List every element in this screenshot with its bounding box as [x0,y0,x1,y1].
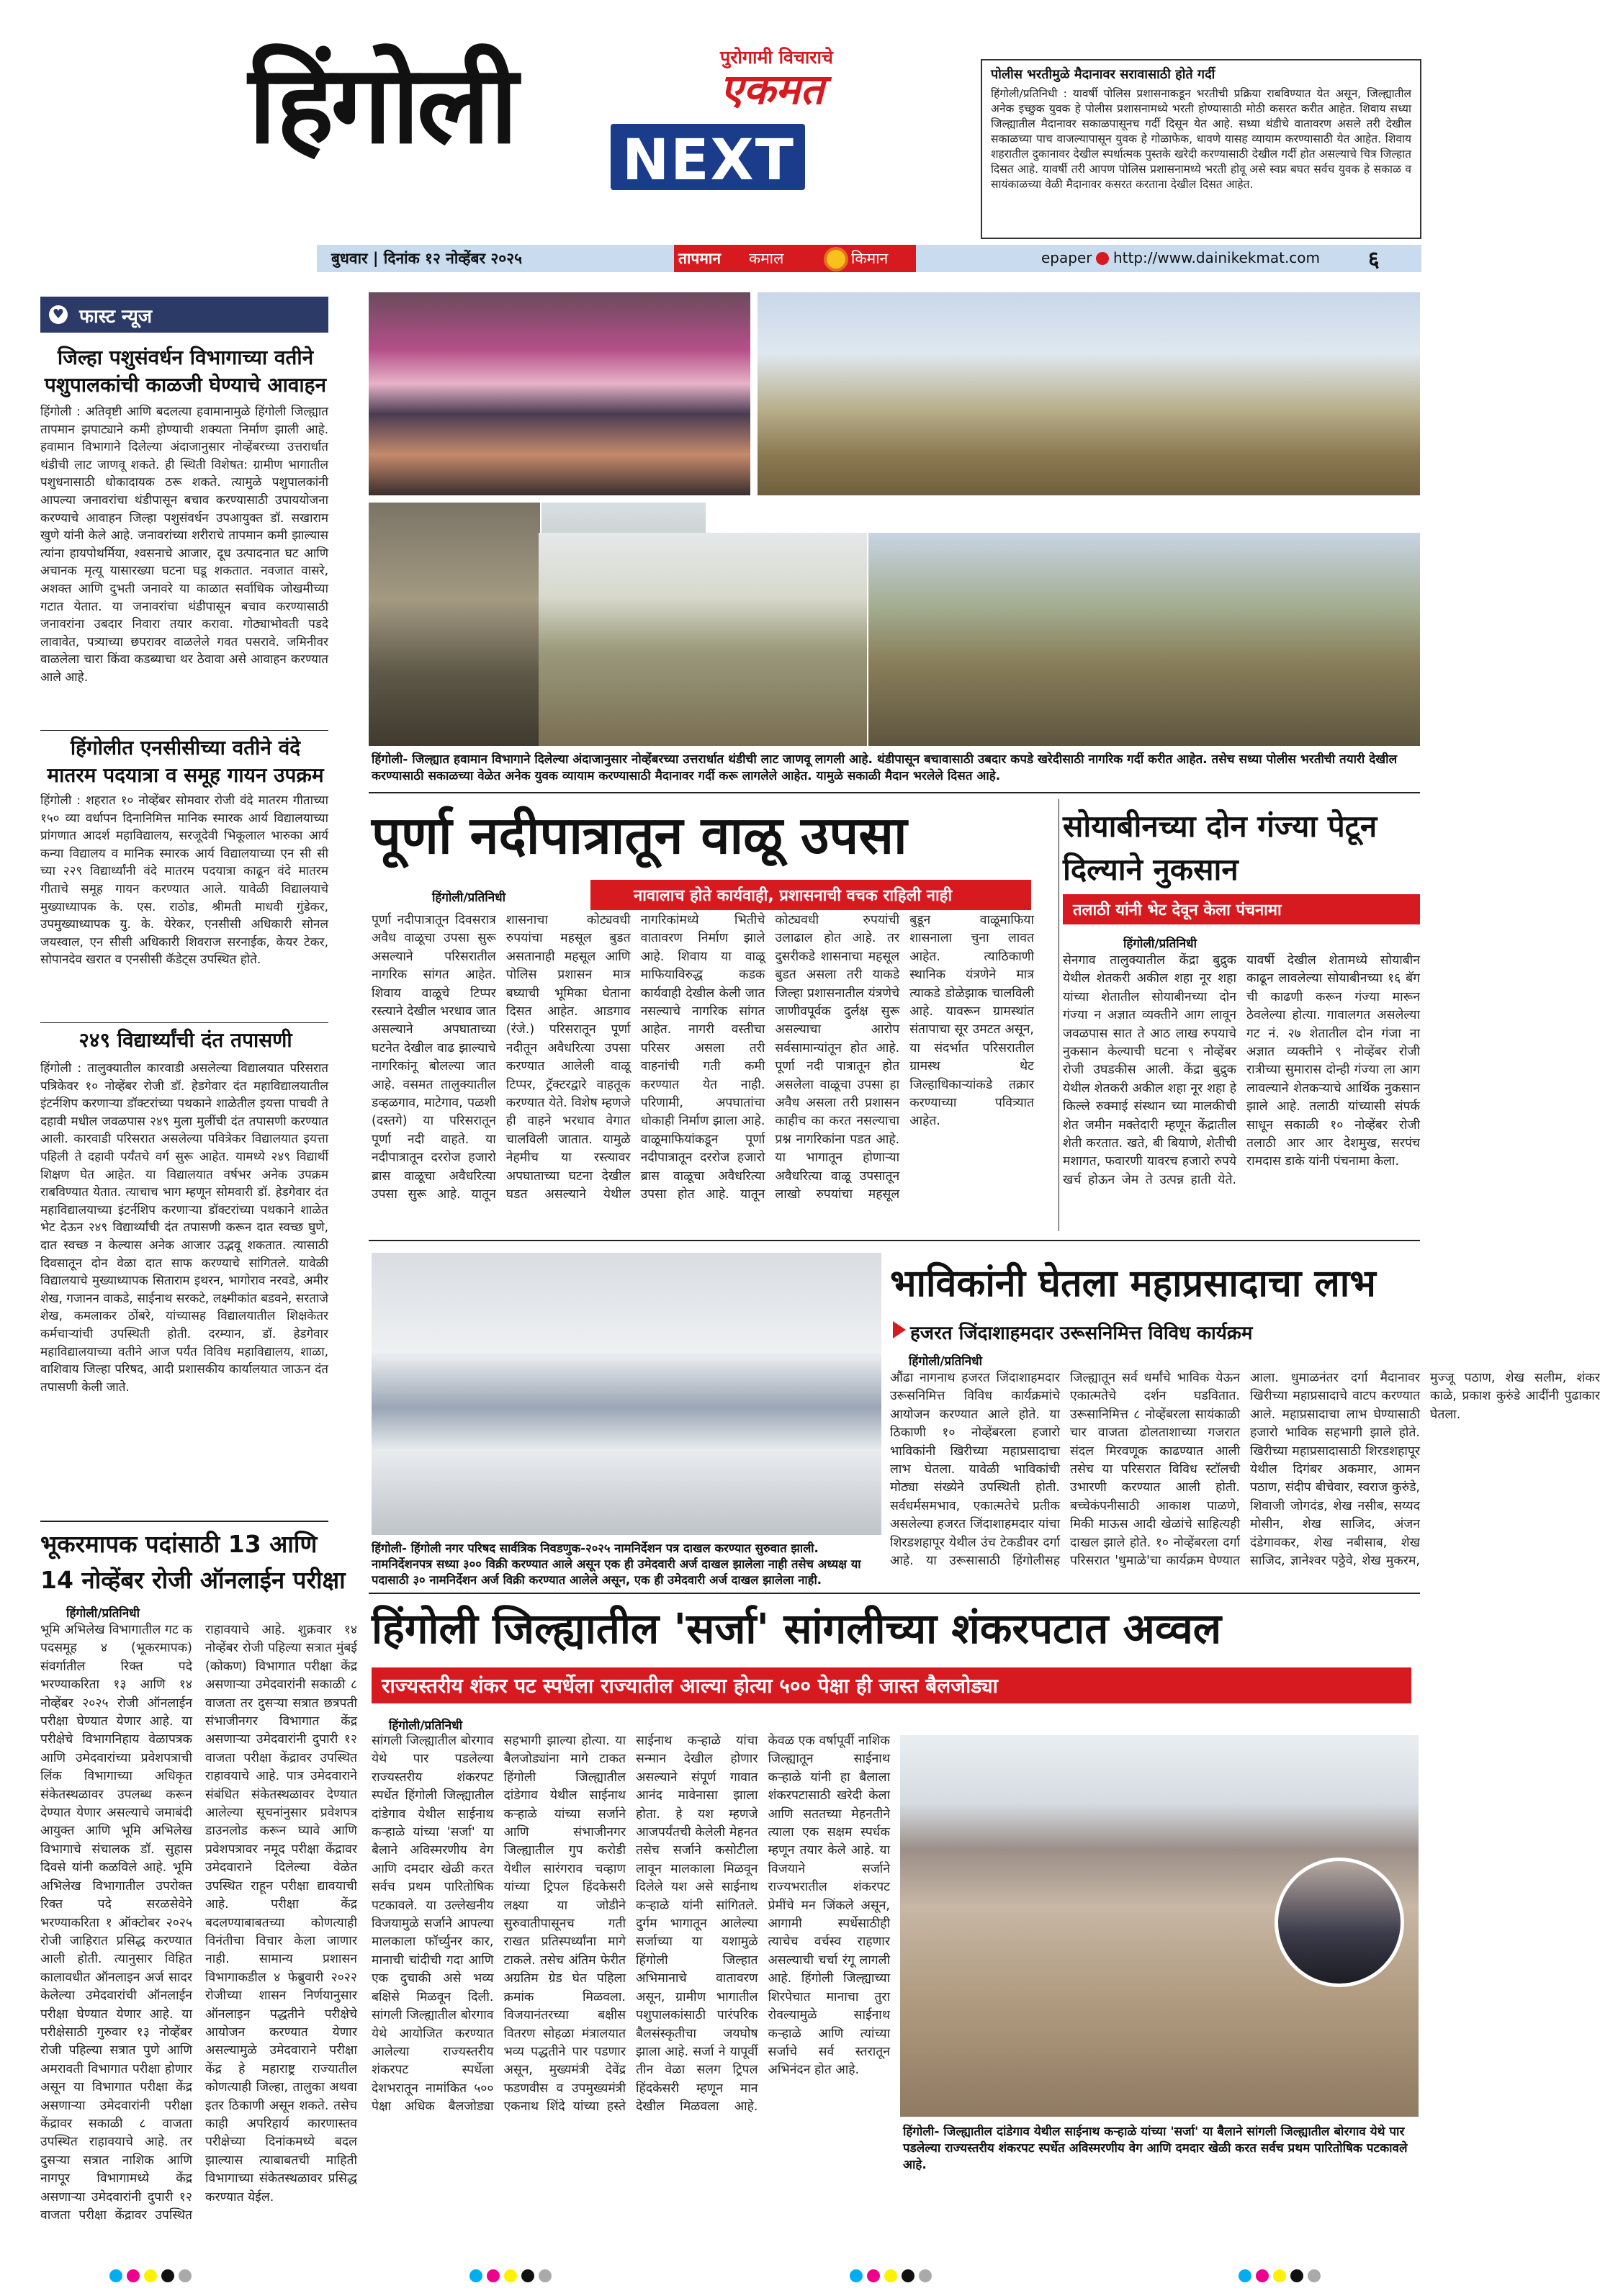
soybean-sub: तलाठी यांनी भेट देवून केला पंचनामा [1073,901,1282,919]
fast-news-1-body: हिंगोली : अतिवृष्टी आणि बदलत्या हवामानामुळे हिंगोली जिल्ह्यात तापमान झपाट्याने कमी होण्याची शक्यता निर्माण झाली आहे. हवामान विभागाने दिलेल्या अंदाजानुसार नोव्हेंबरच्या उत्तरार्धात थंडीची लाट जाणवू शकते. ही स्थिती विशेषत: ग्रामीण भागातील पशुधनासाठी धोकादायक ठरू शकते. त्यामुळे पशुपालकांनी आपल्या जनावरांचा थंडीपासून बचाव करण्यासाठी उपाययोजना करण्याचे आवाहन जिल्हा पशुसंवर्धन उपआयुक्त डॉ. सखाराम खुणे यांनी केले आहे. जनावरांच्या शरीराचे तापमान कमी झाल्यास त्यांना हायपोथर्मिया, श्वसनाचे आजार, दूध उत्पादनात घट आणि अचानक मृत्यू यासारख्या घटना घडू शकतात. नवजात वासरे, अशक्त आणि दुभती जनावरे या काळात सर्वाधिक जोखमीच्या गटात येतात. या जनावरांचा थंडीपासून बचाव करण्यासाठी जनावरांना उबदार निवारा तयार करावा. गोठ्याभोवती पडदे लावावेत, पत्र्याच्या छपरावर वाळलेले गवत पसरावे. जमिनीवर वाळलेला चारा किंवा कडब्याचा थर ठेवावा असे आवाहन करण्यात आले आहे. [40,405,328,685]
masthead-title: हिंगोली [248,41,516,168]
fast-news-2-headline: हिंगोलीत एनसीसीच्या वतीने वंदे मातरम पदयात्रा व समूह गायन उपक्रम [47,736,324,787]
photo-owner-portrait [1275,1858,1404,1987]
divider [40,1521,328,1522]
top-photo-caption: हिंगोली- जिल्ह्यात हवामान विभागाने दिलेल्या अंदाजानुसार नोव्हेंबरच्या उत्तरार्धात थंडीची लाट जाणवू लागली आहे. थंडीपासून बचावासाठी उबदार कपडे खरेदीसाठी नागरिक गर्दी करीत आहेत. तसेच सध्या पोलीस भरतीची तयारी देखील करण्यासाठी सकाळच्या वेळेत अनेक युवक व्यायाम करण्यासाठी मैदानावर गर्दी करू लागलेले आहेत. यामुळे सकाळी मैदान भरलेले दिसत आहे. [372,752,1398,783]
photo-ground-crowd [539,533,867,746]
soybean-headline: सोयाबीनच्या दोन गंज्या पेटून दिल्याने नुकसान [1063,809,1377,887]
sarja-body: सांगली जिल्ह्यातील बोरगाव येथे पार पडलेल्या राज्यस्तरीय शंकरपट स्पर्धेत हिंगोली जिल्ह्यातील दांडेगाव येथील साईनाथ कऱ्हाळे यांच्या 'सर्जा' या बैलाने अविस्मरणीय वेग आणि दमदार खेळी करत सर्वच प्रथम पारितोषिक पटकावले. या उल्लेखनीय विजयामुळे सर्जाने आपल्या मालकाला फॉर्च्युनर कार, मानाची चांदीची गदा आणि एक दुचाकी असे भव्य बक्षिसे मिळवून दिली. सांगली जिल्ह्यातील बोरगाव येथे आयोजित करण्यात आलेल्या राज्यस्तरीय शंकरपट स्पर्धेला देशभरातून नामांकित ५०० पेक्षा अधिक बैलजोड्या सहभागी झाल्या होत्या. या बैलजोड्यांना मागे टाकत हिंगोली जिल्ह्यातील दांडेगाव येथील साईनाथ कऱ्हाळे यांच्या सर्जाने आणि संभाजीनगर जिल्ह्यातील गुप करोडी येथील सारंगराव चव्हाण यांच्या ट्रिपल हिंदकेसरी लक्ष्या या जोडीने सुरुवातीपासूनच गती राखत प्रतिस्पर्ध्यांना मागे टाकले. तसेच अंतिम फेरीत अग्रतिम ग्रेड घेत पहिला क्रमांक मिळवला. विजयानंतरच्या बक्षीस वितरण सोहळा मंत्रालयात भव्य पद्धतीने पार पडणार असून, मुख्यमंत्री देवेंद्र फडणवीस व उपमुख्यमंत्री एकनाथ शिंदे यांच्या हस्ते साईनाथ कऱ्हाळे यांचा सन्मान देखील होणार असल्याने संपूर्ण गावात आनंद मावेनासा झाला होता. हे यश म्हणजे आजपर्यंतची केलेली मेहनत तसेच सर्जाने कसोटीला लावून मालकाला मिळवून दिलेले यश असे साईनाथ कऱ्हाळे यांनी सांगितले. दुर्गम भागातून आलेल्या सर्जाच्या या यशामुळे हिंगोली जिल्हात अभिमानाचे वातावरण असून, ग्रामीण भागातील पशुपालकांसाठी पारंपरिक बैलसंस्कृतीचा जयघोष झाला आहे. सर्जा ने यापूर्वी तीन वेळा सलग ट्रिपल हिंदकेसरी म्हणून मान देखील मिळवला आहे. केवळ एक वर्षापूर्वी नाशिक जिल्ह्यातून साईनाथ कऱ्हाळे यांनी हा बैलाला शंकरपटासाठी खरेदी केला आणि सततच्या मेहनतीने त्याला एक सक्षम स्पर्धक म्हणून तयार केले आहे. या विजयाने सर्जाने राज्यभरातील शंकरपट प्रेमींचे मन जिंकले असून, आगामी स्पर्धेसाठीही त्याचेच वर्चस्व राहणार असल्याची चर्चा रंगू लागली आहे. हिंगोली जिल्ह्याच्या शिरपेचात मानाचा तुरा रोवल्यामुळे साईनाथ कऱ्हाळे आणि त्यांच्या सर्जाचे सर्व स्तरातून अभिनंदन होत आहे. [372,1734,890,2115]
divider [369,792,1420,793]
divider [369,1593,1420,1594]
sun-icon [827,250,845,269]
top-right-headline: पोलीस भरतीमुळे मैदानावर सरावासाठी होते गर्दी [991,67,1215,82]
purna-headline: पूर्णा नदीपात्रातून वाळू उपसा [372,805,907,865]
color-strip-left [109,2269,192,2282]
page-number: ६ [1368,247,1380,272]
nagar-caption: हिंगोली- हिंगोली नगर परिषद सार्वत्रिक निवडणुक-२०२५ नामनिर्देशन पत्र दाखल करण्यात सुरुवात झाली. नामनिर्देशनपत्र सध्या ३०० विक्री करण्यात आले असून एक ही उमेदवारी अर्ज दाखल झालेला नाही तसेच अध्यक्ष या पदासाठी ३० नामनिर्देशन अर्ज विक्री करण्यात आलेले असून, एक ही उमेदवारी अर्ज दाखल झालेला नाही. [372,1541,861,1587]
photo-running-group [868,533,1420,746]
photo-clothes-shop [369,292,750,495]
weather-max: कमाल [749,250,784,267]
top-right-body: हिंगोली/प्रतिनिधी : यावर्षी पोलिस प्रशासनाकडून भरतीची प्रक्रिया राबविण्यात येत असून, जिल्ह्यातील अनेक इच्छुक युवक हे पोलीस प्रशासनामध्ये भरती होण्यासाठी मोठी कसरत करीत आहेत. शिवाय सध्या जिल्ह्यातील मैदानावर सकाळपासूनच गर्दी दिसून येत आहे. सध्या थंडीचे वातावरण असले तरी देखील सकाळच्या पाच वाजल्यापासून युवक हे गोळाफेक, धावणे यासह व्यायाम करण्यासाठी येत आहेत. शिवाय शहरातील दुकानावर देखील स्पर्धात्मक पुस्तके खरेदी करण्यासाठी देखील गर्दी होत असल्याचे चित्र जिल्हात दिसत आहे. यावर्षी तरी आपण पोलिस प्रशासनामध्ये भरती होवू असे स्वप्न बघत सर्वच युवक हे सकाळ व सायंकाळच्या वेळी मैदानावर कसरत करताना देखील दिसत आहेत. [991,87,1411,191]
heart-icon: ♥ [49,305,68,324]
photo-nagar-parishad [372,1253,881,1535]
website-link[interactable]: http://www.dainikekmat.com [1113,249,1321,266]
color-strip-right [1239,2269,1321,2282]
purna-sub: नावालाच होते कार्यवाही, प्रशासनाची वचक राहिली नाही [634,887,953,905]
masthead-next-badge [611,124,805,193]
bhumi-headline: भूकरमापक पदांसाठी 13 आणि 14 नोव्हेंबर रोजी ऑनलाईन परीक्षा [40,1530,346,1594]
soybean-body: सेनगाव तालुक्यातील केंद्रा बुद्रुक येथील शेतकरी अकील शहा नूर शहा यांच्या शेतातील सोयाबीनच्या दोन गंज्या न अज्ञात व्यक्तीने आग लावून जवळपास सात ते आठ लाख रुपयाचे नुकसान केल्याची घटना ९ नोव्हेंबर रोजी उघडकीस आली. केंद्रा बुद्रुक येथील शेतकरी अकील शहा नूर शहा हे किल्ले रुक्माई संस्थान च्या मालकीची शेत जमीन मक्तेदारी म्हणून केंद्रातील शेती करतात. खते, बी बियाणे, शेतीची मशागत, फवारणी यावरच हजारो रुपये खर्च होऊन जेम ते उत्पन्न हाती येते. यावर्षी देखील शेतामध्ये सोयाबीन काढून लावलेल्या सोयाबीनच्या १६ बॅग ची काढणी करून गंज्या मारून ठेवलेल्या होत्या. गावालगत असलेल्या गट नं. २७ शेतातील दोन गंजा ना अज्ञात व्यक्तीने ९ नोव्हेंबर रोजी रात्रीच्या सुमारास दोन्ही गंज्या ला आग लावल्याने शेतकऱ्याचे आर्थिक नुकसान झाले आहे. तलाठी यांच्यासी संपर्क साधून सकाळी १० नोव्हेंबर रोजी तलाठी आर आर देशमुख, सरपंच रामदास डाके यांनी पंचनामा केला. [1063,953,1420,1187]
weather-label: तापमान [678,250,721,267]
sarja-sub: राज्यस्तरीय शंकर पट स्पर्धेला राज्यातील आल्या होत्या ५०० पेक्षा ही जास्त बैलजोड्या [382,1674,998,1698]
top-right-box [981,59,1421,239]
globe-icon [1096,252,1109,265]
mahaprasad-headline: भाविकांनी घेतला महाप्रसादाचा लाभ [890,1262,1376,1305]
masthead-next: NEXT [622,128,795,193]
color-strip-mid-right [850,2269,932,2282]
photo-field-exercise-1 [758,292,1420,495]
fast-news-label: फास्ट न्यूज [79,306,153,328]
purna-byline: हिंगोली/प्रतिनिधी [432,891,506,905]
bhumi-body: भूमि अभिलेख विभागातील गट क पदसमूह ४ (भूकरमापक) संवर्गातील रिक्त पदे भरण्याकरिता १३ आणि १४ नोव्हेंबर २०२५ रोजी ऑनलाईन परीक्षा घेण्यात येणार आहे. या परीक्षेचे विभागनिहाय वेळापत्रक आणि उमेदवारांच्या प्रवेशपत्राची लिंक विभागाच्या अधिकृत संकेतस्थळावर उपलब्ध करून देण्यात येणार असल्याचे जमाबंदी आयुक्त आणि भूमि अभिलेख विभागाचे संचालक डॉ. सुहास दिवसे यांनी कळविले आहे. भूमि अभिलेख विभागातील उपरोक्त रिक्त पदे सरळसेवेने भरण्याकरिता १ ऑक्टोबर २०२५ रोजी जाहिरात प्रसिद्ध करण्यात आली होती. त्यानुसार विहित कालावधीत ऑनलाइन अर्ज सादर केलेल्या उमेदवारांची ऑनलाईन परीक्षा घेण्यात येणार आहे. या परीक्षेसाठी गुरुवार १३ नोव्हेंबर रोजी पहिल्या सत्रात पुणे आणि अमरावती विभागात परीक्षा होणार असून या विभागात परीक्षा केंद्र असणाऱ्या उमेदवारांनी परीक्षा केंद्रावर सकाळी ८ वाजता उपस्थित राहावयाचे आहे. तर दुसऱ्या सत्रात नाशिक आणि नागपूर विभागामध्ये केंद्र असणाऱ्या उमेदवारांनी दुपारी १२ वाजता परीक्षा केंद्रावर उपस्थित राहावयाचे आहे. शुक्रवार १४ नोव्हेंबर रोजी पहिल्या सत्रात मुंबई (कोकण) विभागात परीक्षा केंद्र असणाऱ्या उमेदवारांनी सकाळी ८ वाजता तर दुसऱ्या सत्रात छत्रपती संभाजीनगर विभागात केंद्र असणाऱ्या उमेदवारांनी दुपारी १२ वाजता परीक्षा केंद्रावर उपस्थित राहावयाचे आहे. पात्र उमेदवाराने संबंधित संकेतस्थळावर देण्यात आलेल्या सूचनांनुसार प्रवेशपत्र डाउनलोड करून घ्यावे आणि प्रवेशपत्रावर नमूद परीक्षा केंद्रावर उमेदवाराने दिलेल्या वेळेत उपस्थित राहून परीक्षा द्यावयाची आहे. परीक्षा केंद्र बदलण्याबाबतच्या कोणत्याही विनंतीचा विचार केला जाणार नाही. सामान्य प्रशासन विभागाकडील ४ फेब्रुवारी २०२२ रोजीच्या शासन निर्णयानुसार ऑनलाइन पद्धतीने परीक्षेचे आयोजन करण्यात येणार असल्यामुळे उमेदवाराने परीक्षा केंद्र हे महाराष्ट्र राज्यातील कोणत्याही जिल्हा, तालुका अथवा इतर ठिकाणी असून शकते. तसेच काही अपरिहार्य कारणास्तव परीक्षेच्या दिनांकमध्ये बदल झाल्यास त्याबाबतची माहिती विभागाच्या संकेतस्थळावर प्रसिद्ध करण्यात येईल. [40,1623,357,2223]
purna-body: पूर्णा नदीपात्रातून दिवसरात्र अवैध वाळूचा उपसा सुरू असल्याने परिसरातील नागरिक सांगत आहेत. शिवाय वाळूचे टिप्पर रस्त्याने देखील भरधाव जात असल्याने अपघाताच्या घटनेत देखील वाढ झाल्याचे नागरिकांनू बोलल्या जात आहे. वसमत तालुक्यातील डव्हळगाव, माटेगाव, पळशी (दस्तगे) या परिसरातून पूर्णा नदी वाहते. या नदीपात्रातून दररोज हजारो ब्रास वाळूचा अवैधरित्या उपसा सुरू आहे. यातून शासनाचा कोट्यवधी रुपयांचा महसूल बुडत असतानाही महसूल आणि पोलिस प्रशासन मात्र बघ्याची भूमिका घेताना दिसत आहेत. आडगाव (रंजे.) परिसरातून पूर्णा नदीतून अवैधरित्या उपसा करण्यात आलेली वाळू टिप्पर, ट्रॅक्टरद्वारे वाहतूक करण्यात येते. विशेष म्हणजे ही वाहने भरधाव वेगात चालविली जातात. यामुळे नेहमीच या रस्त्यावर अपघाताच्या घटना देखील घडत असल्याने येथील नागरिकांमध्ये भितीचे वातावरण निर्माण झाले आहे. शिवाय या वाळू माफियाविरुद्ध कडक कार्यवाही देखील केली जात नसल्याचे नागरिक सांगत आहेत. नागरी वस्तीचा परिसर असला तरी वाहनांची गती कमी करण्यात येत नाही. परिणामी, अपघातांचा धोकाही निर्माण झाला आहे. वाळूमाफियांकडून पूर्णा नदीपात्रातून दररोज हजारो ब्रास वाळूचा अवैधरित्या उपसा होत आहे. यातून कोट्यवधी रुपयांची उलाढाल होत आहे. तर दुसरीकडे शासनाचा महसूल बुडत असला तरी याकडे जिल्हा प्रशासनातील यंत्रणेचे जाणीवपूर्वक दुर्लक्ष सुरू असल्याचा आरोप सर्वसामान्यांतून होत आहे. पूर्णा नदी पात्रातून होत असलेला वाळूचा उपसा हा अवैध असला तरी प्रशासन काहीच का करत नसल्याचा प्रश्न नागरिकांना पडत आहे. या भागातून होणाऱ्या अवैधरित्या वाळू उपसातून लाखो रुपयांचा महसूल बुडून वाळूमाफिया शासनाला चुना लावत आहेत. त्याठिकाणी स्थानिक यंत्रणेने मात्र त्याकडे डोळेझाक चालविली आहे. यावरून ग्रामस्थांत संतापाचा सूर उमटत असून, या संदर्भात परिसरातील ग्रामस्थ थेट जिल्हाधिकाऱ्यांकडे तक्रार करण्याच्या पवित्र्यात आहेत. [372,913,1034,1202]
fast-news-3-body: हिंगोली : तालुक्यातील कारवाडी असलेल्या विद्यालयात परिसरात पत्रिकेवर १० नोव्हेंबर रोजी डॉ. हेडगेवार दंत महाविद्यालयातील इंटर्नशिप करणाऱ्या डॉक्टरांच्या पथकाने शाळेतील इयत्ता पाचवी ते दहावी मधील जवळपास २४९ मुला मुलींची दंत तपासणी करण्यात आली. कारवाडी परिसरात असलेल्या पवित्रेकर विद्यालयात इयत्ता पहिली ते दहावी पर्यंतचे वर्ग सुरू आहेत. यामध्ये २४९ विद्यार्थी शिक्षण घेत आहेत. या विद्यालयात वर्षभर अनेक उपक्रम राबविण्यात येतात. त्याचाच भाग म्हणून सोमवारी डॉ. हेडगेवार दंत महाविद्यालयाच्या इंटर्नशिप करणाऱ्या डॉक्टरांच्या पथकाने शाळेत भेट देऊन २४९ विद्यार्थ्यांची दंत तपासणी करून दात स्वच्छ घुणे, दात स्वच्छ न केल्यास अनेक आजार उद्भवू शकतात. त्यासाठी दिवसातून दोन वेळा दात साफ करण्याचे सांगितले. यावेळी विद्यालयाचे मुख्याध्यापक सिताराम इथरन, भागोराव नरवडे, अमीर शेख, गजानन वाकडे, साईनाथ सरकटे, लक्ष्मीकांत बडवने, सरताजे शेख, कमलाकर ठोंबरे, यांच्यासह विद्यालयातील शिक्षकेतर कर्मचाऱ्यांची उपस्थिती होती. दरम्यान, डॉ. हेडगेवार महाविद्यालयाच्या वतीने आज पर्यंत विविध महाविद्यालय, शाळा, वाशिवाय जिल्हा परिषद, आदी प्रशासकीय कार्यालयात जाऊन दंत तपासणी केली जाते. [40,1061,328,1395]
color-strip-mid-left [469,2269,552,2282]
fast-news-1-headline: जिल्हा पशुसंवर्धन विभागाच्या वतीने पशुपालकांची काळजी घेण्याचे आवाहन [44,346,327,397]
weather-min: किमान [851,250,889,267]
photo-rope-exercise [369,503,540,746]
fast-news-3-headline: २४९ विद्यार्थ्यांची दंत तपासणी [78,1028,292,1052]
mahaprasad-byline: हिंगोली/प्रतिनिधी [909,1354,983,1369]
mahaprasad-sub: हजरत जिंदाशाहमदार उरूसनिमित्त विविध कार्यक्रम [910,1323,1253,1344]
bhumi-byline: हिंगोली/प्रतिनिधी [66,1606,140,1621]
divider [369,1240,1420,1241]
divider [40,1022,328,1023]
sarja-headline: हिंगोली जिल्ह्यातील 'सर्जा' सांगलीच्या शंकरपटात अव्वल [372,1604,1222,1653]
date-text: बुधवार | दिनांक १२ नोव्हेंबर २०२५ [331,250,523,267]
mahaprasad-arrow-icon [893,1321,906,1338]
mahaprasad-body: औंढा नागनाथ हजरत जिंदाशाहमदार उरूसनिमित्त विविध कार्यक्रमांचे आयोजन करण्यात आले होते. या ठिकाणी १० नोव्हेंबरला हजारो भाविकांनी खिरीच्या महाप्रसादाचा लाभ घेतला. यावेळी भाविकांची मोठ्या संख्येने उपस्थिती होती. सर्वधर्मसमभाव, एकात्मतेचे प्रतीक असलेल्या हजरत जिंदाशाहमदार यांचा शिरडशहापूर येथील उंच टेकडीवर दर्गा आहे. या उरूसासाठी हिंगोलीसह जिल्ह्यातून सर्व धर्मांचे भाविक येऊन एकात्मतेचे दर्शन घडवितात. उरूसानिमित्त ८ नोव्हेंबरला सायंकाळी चार वाजता ढोलताशाच्या गजरात संदल मिरवणूक काढण्यात आली तसेच या परिसरात विविध स्टॉलची उभारणी करण्यात आली होती. बच्चेकंपनीसाठी आकाश पाळणे, मिकी माऊस आदी खेळांचे साहित्यही दाखल झाले होते. १० नोव्हेंबरला दर्गा परिसरात 'धुमाळे'चा कार्यक्रम घेण्यात आला. धुमाळनंतर दर्गा मैदानावर खिरीच्या महाप्रसादाचे वाटप करण्यात आले. महाप्रसादाचा लाभ घेण्यासाठी हजारो भाविक सहभागी झाले होते. खिरीच्या महाप्रसादासाठी शिरडशहापूर येथील दिगंबर अकमार, आमन पठाण, संदीप बीचेवार, स्वराज कुरुंडे, शिवाजी जोगदंड, शेख नसीब, सय्यद मोसीन, शेख साजिद, अंजन दंडेगावकर, शेख नबीसाब, शेख साजिद, ज्ञानेश्वर पठ्ठेवे, शेख मुकरम, मुज्जू पठाण, शेख सलीम, शंकर काळे, प्रकाश कुरुंडे आदींनी पुढाकार घेतला. [890,1371,1600,1569]
sarja-byline: हिंगोली/प्रतिनिधी [389,1719,463,1733]
fast-news-2-body: हिंगोली : शहरात १० नोव्हेंबर सोमवार रोजी वंदे मातरम गीताच्या १५० व्या वर्धापन दिनानिमित्त मानिक स्मारक आर्य विद्यालयाच्या प्रांगणात आदर्श महाविद्यालय, सरजूदेवी भिकूलाल भारुका आर्य कन्या विद्यालय व मानिक स्मारक आर्य विद्यालयाच्या एन सी सी च्या २२९ विद्यार्थ्यांनी वंदे मातरम पदयात्रा काढून वंदे मातरम गीताचे समूह गायन करण्यात आले. यावेळी विद्यालयाचे मुख्याध्यापक के. एस. राठोड, श्रीमती माधवी गुंडेकर, उपमुख्याध्यापक यु. के. येरेकर, एनसीसी अधिकारी सोनल जयस्वाल, एन सीसी अधिकारी शिवराज सरनाईक, केयर टेकर, सोपानदेव खरात व एनसीसी कॅडेट्स उपस्थित होते. [40,793,328,968]
epaper-label: epaper [1041,249,1092,266]
soybean-byline: हिंगोली/प्रतिनिधी [1123,937,1197,951]
divider [40,730,328,731]
sarja-caption: हिंगोली- जिल्ह्यातील दांडेगाव येथील साईनाथ कऱ्हाळे यांच्या 'सर्जा' या बैलाने सांगली जिल्ह्यातील बोरगाव येथे पार पडलेल्या राज्यस्तरीय शंकरपट स्पर्धेत अविस्मरणीय वेग आणि दमदार खेळी करत सर्वच प्रथम पारितोषिक पटकावले आहे. [903,2125,1408,2172]
masthead-tagline: पुरोगामी विचाराचे [720,47,833,68]
masthead-brand: एकमत [720,65,824,114]
